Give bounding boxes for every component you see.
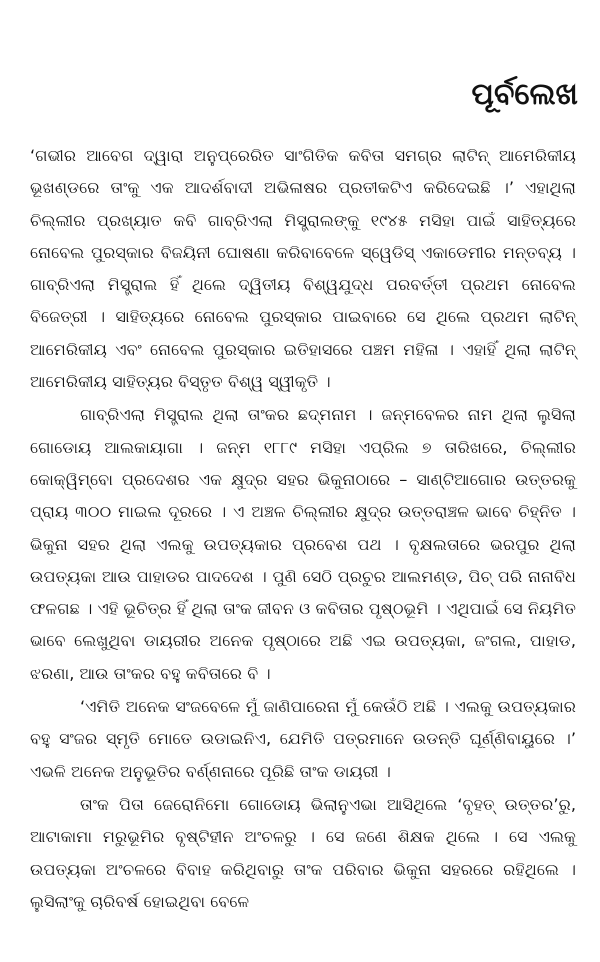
body-text	[30, 140, 576, 918]
paragraph-3: ‘ଏମିତି ଅନେକ ସଂଜବେଳେ ମୁଁ ଜାଣିପାରେନା ମୁଁ କେଉଁଠି ଅଛି । ଏଲକୁ ଉପତ୍ୟକାର ବହୁ ସଂଜର ସ୍ମୃତି ମୋତେ ଉଡାଇନିଏ, ଯେମିତି ପତ୍ରମାନେ ଉଡନ୍ତି ଘୂର୍ଣ୍ଣିବାୟୁରେ ।’ ଏଭଳି ଅନେକ ଅନୁଭୂତିର ବର୍ଣ୍ଣନାରେ ପୂରିଛି ତାଂକ ଡାୟରୀ ।	[30, 697, 576, 781]
paragraph-1: ‘ଗଭୀର ଆବେଗ ଦ୍ୱାରା ଅନୁପ୍ରେରିତ ସାଂଗିତିକ କବିତା ସମଗ୍ର ଲାଟିନ୍ ଆମେରିକୀୟ ଭୂଖଣ୍ଡରେ ତାଂକୁ ଏକ ଆଦର୍ଶବାଦୀ ଅଭିଳାଷର ପ୍ରତୀକଟିଏ କରିଦେଇଛି ।’ ଏହାଥିଲା ଚିଲ୍ଲୀର ପ୍ରଖ୍ୟାତ କବି ଗାବ୍ରିଏଲା ମିସ୍ତ୍ରାଲଙ୍କୁ ୧୯୪୫ ମସିହା ପାଇଁ ସାହିତ୍ୟରେ ନୋବେଲ ପୁରସ୍କାର ବିଜୟିନୀ ଘୋଷଣା କରିବାବେଳେ ସ୍ୱେଡିସ୍ ଏକାଡେମୀର ମନ୍ତବ୍ୟ । ଗାବ୍ରିଏଲା ମିସ୍ତ୍ରାଲ ହିଁ ଥିଲେ ଦ୍ୱିତୀୟ ବିଶ୍ୱଯୁଦ୍ଧ ପରବର୍ତ୍ତୀ ପ୍ରଥମ ନୋବେଲ ବିଜେତ୍ରୀ । ସାହିତ୍ୟରେ ନୋବେଲ ପୁରସ୍କାର ପାଇବାରେ ସେ ଥିଲେ ପ୍ରଥମ ଲାଟିନ୍ ଆମେରିକୀୟ ଏବଂ ନୋବେଲ ପୁରସ୍କାର ଇତିହାସରେ ପଞ୍ଚମ ମହିଳା । ଏହାହିଁ ଥିଲା ଲାଟିନ୍ ଆମେରିକୀୟ ସାହିତ୍ୟର ବିସ୍ତୃତ ବିଶ୍ୱ ସ୍ୱୀକୃତି ।	[30, 146, 576, 392]
paragraph-2: ଗାବ୍ରିଏଲା ମିସ୍ତ୍ରାଲ ଥିଲା ତାଂକର ଛଦ୍ମନାମ । ଜନ୍ମବେଳର ନାମ ଥିଲା ଲୁସିଲା ଗୋଡୋୟ ଆଲକାୟାଗା । ଜନ୍ମ ୧୮୮୯ ମସିହା ଏପ୍ରିଲ ୭ ତାରିଖରେ, ଚିଲ୍ଲୀର କୋକ୍ୱିମ୍ବୋ ପ୍ରଦେଶର ଏକ କ୍ଷୁଦ୍ର ସହର ଭିକୁନାଠାରେ – ସାଣ୍ଟିଆଗୋର ଉତ୍ତରକୁ ପ୍ରାୟ ୩୦୦ ମାଇଲ ଦୂରରେ । ଏ ଅଞ୍ଚଳ ଚିଲ୍ଲୀର କ୍ଷୁଦ୍ର ଉତ୍ତରାଞ୍ଚଳ ଭାବେ ଚିହ୍ନିତ । ଭିକୁନା ସହର ଥିଲା ଏଲକୁ ଉପତ୍ୟକାର ପ୍ରବେଶ ପଥ । ବୃକ୍ଷଲତାରେ ଭରପୁର ଥିଲା ଉପତ୍ୟକା ଆଉ ପାହାଡର ପାଦଦେଶ । ପୁଣି ସେଠି ପ୍ରଚୁର ଆଲମଣ୍ଡ, ପିଚ୍ ପରି ନାନାବିଧ ଫଳଗଛ । ଏହି ଭୂଚିତ୍ର ହିଁ ଥିଲା ତାଂକ ଜୀବନ ଓ କବିତାର ପୃଷ୍ଠଭୂମି । ଏଥିପାଇଁ ସେ ନିୟମିତ ଭାବେ ଲେଖୁଥିବା ଡାୟରୀର ଅନେକ ପୃଷ୍ଠାରେ ଅଛି ଏଇ ଉପତ୍ୟକା, ଜଂଗଲ, ପାହାଡ, ଝରଣା, ଆଉ ତାଂକର ବହୁ କବିତାରେ ବି ।	[30, 405, 576, 683]
page-title: ପୂର୍ବଲେଖ	[471, 77, 578, 112]
paragraph-4: ତାଂକ ପିତା ଜେରୋନିମୋ ଗୋଡୋୟ ଭିଲାନୁଏଭା ଆସିଥିଲେ ‘ବୃହତ୍ ଉତ୍ତର’ରୁ, ଆଟାକାମା ମରୁଭୂମିର ବୃଷ୍ଟିହୀନ ଅଂଚଳରୁ । ସେ ଜଣେ ଶିକ୍ଷକ ଥିଲେ । ସେ ଏଲକୁ ଉପତ୍ୟକା ଅଂଚଳରେ ବିବାହ କରିଥିବାରୁ ତାଂକ ପରିବାର ଭିକୁନା ସହରରେ ରହିଥିଲେ । ଲୁସିଲାଂକୁ ଚାରିବର୍ଷ ହୋଇଥିବା ବେଳେ	[30, 794, 576, 911]
